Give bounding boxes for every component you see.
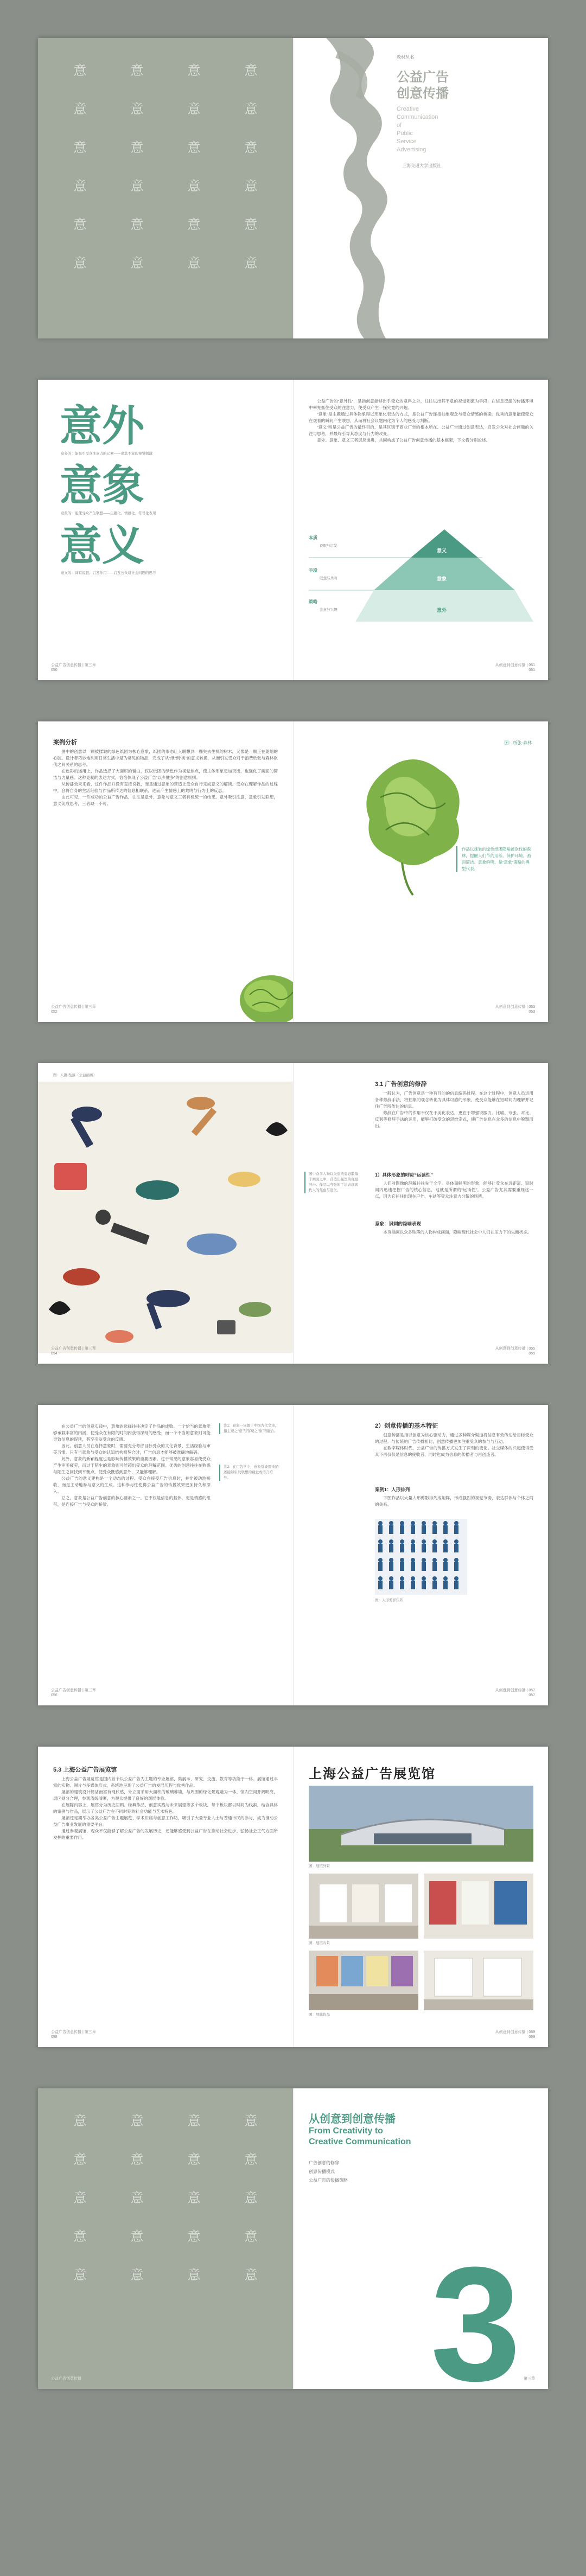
figure-caption-block — [456, 846, 532, 872]
paragraph: 从传播效果来看，这件作品并没有直接说教，而是通过意象的营造让受众自行完成意义的解读。受众在理解作品的过程中，会将自身的生活经验与作品所传达的信息相联系，进而产生情感上的共鸣与行为上的反思。 — [53, 782, 278, 793]
chapter-title-en-2: Creative Communication — [309, 2137, 411, 2146]
body-text — [53, 1776, 278, 1841]
paragraph: 图中的创意以一颗被揉皱的绿色纸团为核心意象，纸团的形态让人联想到一棵失去生机的树木，又像是一颗正在萎缩的心脏。设计者巧妙地利用日常生活中最为常见的物品，完成了从“纸”到“树”的意义转换，从而引发受众对于浪费纸张与森林砍伐之间关系的思考。 — [53, 749, 278, 767]
page-051 — [293, 380, 548, 680]
calligraphy-title: 上海公益广告展览馆 — [309, 1766, 436, 1781]
cover-back — [38, 38, 293, 338]
cover-spread — [38, 38, 548, 338]
folio-right: 从创意到创意传播 | 057 057 — [495, 1689, 535, 1697]
pyramid-tier-1: 意义 — [437, 548, 447, 553]
paragraph: “意象”是主题通过具体物象得以形象化表达的方式，是公益广告连接抽象观念与受众情感的桥梁。优秀的意象能使受众在观看的瞬间产生联想，从而将社会议题内化为个人的感受与判断。 — [309, 412, 533, 423]
pattern-glyph: 意 — [73, 2152, 87, 2167]
pattern-glyph: 意 — [130, 140, 144, 155]
chapter-pattern-page — [38, 2088, 293, 2389]
spread-case-study — [38, 721, 548, 1022]
pattern-glyph: 意 — [73, 2113, 87, 2128]
pattern-glyph: 意 — [130, 2229, 144, 2244]
chapter-toc — [309, 2159, 348, 2185]
body-text — [375, 1432, 533, 1458]
pattern-glyph: 意 — [187, 255, 201, 271]
title-en-line: Creative — [397, 106, 419, 112]
pattern-glyph: 意 — [187, 2190, 201, 2206]
pyramid-diagram — [309, 529, 533, 627]
glyph-pattern — [38, 38, 293, 293]
pattern-glyph: 意 — [73, 2190, 87, 2206]
paragraph: 通过参观展馆，观众不仅能够了解公益广告的发展历史，还能够感受到公益广告在推动社会进步、弘扬社会正气方面所发挥的重要作用。 — [53, 1829, 278, 1840]
green-paper-ball-image — [228, 962, 293, 1022]
toc-item[interactable]: 广告创意的修辞 — [309, 2160, 339, 2165]
paragraph: 在色彩的运用上，作品选择了大面积的留白，仅以纸团的绿色作为视觉焦点，使主体形象更加突出，也强化了画面的简洁与力量感。这种克制的表达方式，恰恰体现了公益广告“以少胜多”的创意原则。 — [53, 769, 278, 780]
pattern-glyph: 意 — [130, 2152, 144, 2167]
subheading-2: 意象：讽刺的隐喻表现 — [375, 1221, 422, 1226]
pattern-glyph: 意 — [244, 63, 258, 78]
pattern-glyph: 意 — [73, 63, 87, 78]
page-054 — [38, 1063, 293, 1364]
side-note-2: 注2：在广告学中，意象常被用来描述能够引发联想的视觉或语言符号。 — [219, 1465, 279, 1481]
chapter-title-cn: 从创意到创意传播 — [309, 2113, 396, 2125]
pattern-glyph: 意 — [187, 217, 201, 232]
sub-text: 下图作品以大量人形剪影排列成矩阵，形成强烈的视觉节奏，表达群体与个体之间的关系。 — [375, 1495, 533, 1507]
big-word-3-caption: 意义的：具有说服、启发作用——启发公众对社会问题的思考 — [61, 571, 156, 575]
pattern-glyph: 意 — [130, 63, 144, 78]
toc-item[interactable]: 公益广告的传播策略 — [309, 2178, 348, 2183]
page-058 — [38, 1747, 293, 2047]
pattern-glyph: 意 — [244, 2113, 258, 2128]
side-note-1: 注1：意象一词源于中国古代文论，指主观之“意”与客观之“象”的融合。 — [219, 1423, 279, 1434]
paragraph: 在数字媒体时代，公益广告的传播方式发生了深刻的变化。社交媒体的兴起使得受众不再仅仅是信息的接收者，同时也成为信息的传播者与再创造者。 — [375, 1446, 533, 1457]
series-label: 教材丛书 — [397, 55, 414, 60]
cover-title-en — [397, 105, 438, 154]
figure-caption-title: 图：纸张·森林 — [504, 740, 532, 745]
paragraph: 此外，意象的新颖程度也是影响传播效果的重要因素。过于常见的意象容易使受众产生审美疲劳，而过于陌生的意象则可能超出受众的理解范围。优秀的创意往往在熟悉与陌生之间找到平衡点，使受众既感到意外，又能够理解。 — [53, 1456, 211, 1474]
exhibition-exterior-photo — [309, 1786, 533, 1862]
pattern-glyph: 意 — [244, 2267, 258, 2283]
pattern-glyph: 意 — [244, 2152, 258, 2167]
spread-rhetoric — [38, 1063, 548, 1364]
paragraph: 意外、意象、意义三者层层递进，共同构成了公益广告创意传播的基本框架，下文将分别论述。 — [317, 438, 491, 443]
paragraph: 一般认为，广告创意是一种有目的的信息编码过程。在这个过程中，创意人员运用各种修辞手法，将抽象的观念转化为具体可感的形象，使受众能够在短时间内理解并记住广告所传达的信息。 — [375, 1091, 533, 1109]
pattern-glyph: 意 — [187, 2267, 201, 2283]
pyramid-label-mid: 手段 — [309, 568, 317, 573]
folio-right: 从创意到创意传播 | 051 051 — [495, 663, 535, 672]
big-word-1-caption: 意外的：能吸引受众注意力的元素——出其不意的视觉刺激 — [61, 452, 152, 456]
big-word-3: 意义 — [60, 521, 145, 569]
pattern-glyph: 意 — [130, 178, 144, 194]
pattern-glyph: 意 — [130, 255, 144, 271]
pattern-glyph: 意 — [187, 2152, 201, 2167]
pattern-glyph: 意 — [73, 2229, 87, 2244]
exhibition-artworks-photo — [309, 1951, 418, 2010]
pattern-glyph: 意 — [73, 217, 87, 232]
big-word-2-caption: 意象的：能使受众产生联想——主题化、情感化、符号化表现 — [61, 512, 156, 515]
pattern-glyph: 意 — [73, 101, 87, 117]
glyph-pattern — [38, 2088, 293, 2305]
paragraph: “意义”则是公益广告的最终目的，是其区别于商业广告的根本所在。公益广告通过创意表达，启发公众对社会问题的关注与思考，并最终引导其态度与行为的改变。 — [309, 425, 533, 436]
publisher-name: 上海交通大学出版社 — [402, 163, 441, 168]
folio-left: 公益广告创意传播 — [51, 2377, 81, 2381]
page-056 — [38, 1405, 293, 1705]
exhibition-hall-photo — [424, 1951, 533, 2010]
body-text — [53, 749, 278, 807]
chapter-number: 3 — [430, 2233, 521, 2389]
figure-caption-2: 图：展馆内景 — [309, 1941, 330, 1945]
pattern-glyph: 意 — [187, 101, 201, 117]
pattern-glyph: 意 — [187, 2229, 201, 2244]
folio-right: 从创意到创意传播 | 059 059 — [495, 2030, 535, 2039]
pattern-glyph: 意 — [73, 178, 87, 194]
paragraph: 展馆的建筑设计简洁而富有现代感，外立面采用大面积的玻璃幕墙，与周围的绿化景观融为一体。馆内空间开阔明亮，展区划分合理，参观流线清晰，为观众提供了良好的观展体验。 — [53, 1789, 278, 1801]
spread-imagery — [38, 1405, 548, 1705]
paragraph: 公益广告的意义建构是一个动态的过程。受众在接受广告信息时，并非被动地接收，而是主动地参与意义的生成。这种参与性使得公益广告的传播效果更加持久和深入。 — [53, 1476, 211, 1494]
page-057 — [293, 1405, 548, 1705]
sub1-text: 人们对图像的理解往往先于文字。具体而鲜明的形象，能够让受众在远距离、短时间内迅速把握广告的核心信息，这就是所谓的“远读性”。公益广告尤其需要重视这一点，因为它往往出现在户外、车站等受众注意力分散的场所。 — [375, 1181, 533, 1199]
pattern-glyph: 意 — [244, 217, 258, 232]
folio-left: 公益广告创意传播 | 第三章 054 — [51, 1347, 96, 1356]
pattern-glyph: 意 — [244, 140, 258, 155]
pattern-glyph: 意 — [187, 178, 201, 194]
paragraph: 修辞在广告中的作用不仅在于美化表达，更在于增强说服力。比喻、夸张、对比、反讽等修辞手法的运用，能够打破受众的思维定式，使广告信息在众多的信息中脱颖而出。 — [375, 1110, 533, 1128]
pattern-glyph: 意 — [244, 255, 258, 271]
exhibition-interior-photo — [309, 1874, 418, 1939]
pattern-glyph: 意 — [73, 2267, 87, 2283]
paragraph: 因此，创意人员在选择意象时，需要充分考虑目标受众的文化背景、生活经验与审美习惯。只有当意象与受众的认知结构相契合时，广告信息才能够被准确地解码。 — [53, 1443, 211, 1455]
cover-title-2: 创意传播 — [397, 86, 449, 101]
pattern-glyph: 意 — [244, 2190, 258, 2206]
folio-left: 公益广告创意传播 | 第三章 050 — [51, 663, 96, 672]
pattern-glyph: 意 — [130, 101, 144, 117]
spread-exhibition — [38, 1747, 548, 2047]
pattern-glyph: 意 — [130, 2190, 144, 2206]
paragraph: 在公益广告的创意实践中，意象的选择往往决定了作品的成败。一个恰当的意象能够承载丰富的内涵，使受众在有限的时间内获得深刻的感受；而一个不当的意象则可能导致信息的误读，甚至引发受众的反感。 — [53, 1424, 211, 1442]
toc-item[interactable]: 创意传播模式 — [309, 2169, 335, 2174]
paragraph: 创意传播是指以创意为核心驱动力，通过多种媒介渠道将信息有效传达给目标受众的过程。与传统的广告传播相比，创意传播更加注重受众的参与与互动。 — [375, 1433, 533, 1444]
big-word-1: 意外 — [60, 402, 145, 450]
folio-left: 公益广告创意传播 | 第三章 058 — [51, 2030, 96, 2039]
pattern-glyph: 意 — [73, 255, 87, 271]
pyramid-tier-3: 意外 — [437, 608, 447, 613]
body-text — [53, 1423, 211, 1508]
figure-caption: 作品以揉皱的绿色纸团隐喻被砍伐的森林，提醒人们节约用纸、保护环境。画面简洁、意象鲜明，是“意象”策略的典型代表。 — [462, 847, 531, 871]
body-text — [309, 398, 533, 444]
cover-front — [293, 38, 548, 338]
page-053 — [293, 721, 548, 1022]
sub2-text: 本页插画以众多坠落的人物构成画面，隐喻现代社会中人们在压力下的失衡状态。 — [383, 1230, 532, 1235]
paragraph: 由此可见，一件成功的公益广告作品，往往是意外、意象与意义三者有机统一的结果。意外吸引注意，意象引发联想，意义促成思考，三者缺一不可。 — [53, 795, 278, 806]
pattern-glyph: 意 — [244, 2229, 258, 2244]
pattern-glyph: 意 — [244, 178, 258, 194]
crumpled-green-paper-image — [353, 749, 473, 900]
title-en-line: of — [397, 122, 402, 129]
figure-caption-3: 图：展陈作品 — [309, 2013, 330, 2017]
chapter-title-page — [293, 2088, 548, 2389]
page-055 — [293, 1063, 548, 1364]
folio-right: 从创意到创意传播 | 053 053 — [495, 1005, 535, 1014]
pattern-glyph: 意 — [130, 2267, 144, 2283]
subheading-1: 1）具体形象的呼应“远读性” — [375, 1172, 433, 1178]
title-en-line: Communication — [397, 114, 438, 120]
cover-title-1: 公益广告 — [397, 70, 449, 85]
subheading: 案例1：人形排列 — [375, 1487, 410, 1492]
big-word-2: 意象 — [60, 462, 145, 509]
figure-caption: 图：人形剪影矩阵 — [375, 1599, 403, 1602]
section-title: 2）创意传播的基本特征 — [375, 1423, 438, 1429]
exhibition-gallery-photo — [424, 1874, 533, 1939]
pyramid-svg — [309, 529, 533, 627]
pyramid-desc-2: 联想与共鸣 — [320, 577, 337, 580]
section-title: 5.3 上海公益广告展览馆 — [53, 1767, 117, 1773]
pattern-glyph: 意 — [244, 101, 258, 117]
title-en-line: Service — [397, 138, 417, 145]
pattern-glyph: 意 — [187, 140, 201, 155]
paragraph: 总之，意象是公益广告创意的核心要素之一。它不仅是信息的载体，更是情感的纽带，是连接广告与受众的桥梁。 — [53, 1495, 211, 1507]
title-en-line: Public — [397, 130, 413, 137]
pyramid-desc-1: 说服与启发 — [320, 544, 337, 548]
folio-left: 公益广告创意传播 | 第三章 052 — [51, 1005, 96, 1014]
paragraph: 公益广告的“意外性”，是指创意能够出乎受众的意料之外，往往以出其不意的视觉刺激为手段，在信息泛滥的传播环境中率先抓住受众的注意力，使受众产生一探究竟的兴趣。 — [309, 399, 533, 410]
paragraph: 在展陈内容上，展馆分为历史回顾、经典作品、创意实践与未来展望等多个板块。每个板块都以时间为线索，结合具体的案例与作品，展示了公益广告在不同时期的社会功能与艺术特色。 — [53, 1802, 278, 1814]
folio-right: 第三章 — [524, 2377, 535, 2381]
figure-caption: 图：人群·坠落（公益插画） — [53, 1073, 97, 1077]
chapter-title-en-1: From Creativity to — [309, 2126, 383, 2136]
section-heading: 案例分析 — [53, 739, 77, 746]
falling-people-illustration — [38, 1082, 293, 1353]
pyramid-label-top: 本质 — [309, 535, 317, 540]
spread-three-words — [38, 380, 548, 680]
title-en-line: Advertising — [397, 146, 426, 153]
folio-left: 公益广告创意传播 | 第三章 056 — [51, 1689, 96, 1697]
pyramid-tier-2: 意象 — [437, 576, 447, 581]
page-050 — [38, 380, 293, 680]
pattern-glyph: 意 — [187, 63, 201, 78]
folio-right: 从创意到创意传播 | 055 055 — [495, 1347, 535, 1356]
pyramid-label-bottom: 策略 — [309, 599, 317, 604]
pattern-glyph: 意 — [130, 2113, 144, 2128]
chapter-opener-spread — [38, 2088, 548, 2389]
paragraph: 上海公益广告展览馆是国内首个以公益广告为主题的专业展馆，集展示、研究、交流、教育等功能于一体。展馆通过丰富的实物、图片与多媒体形式，系统地呈现了公益广告的发展历程与优秀作品。 — [53, 1776, 278, 1788]
silhouette-matrix-image — [375, 1519, 467, 1595]
page-059 — [293, 1747, 548, 2047]
page-052 — [38, 721, 293, 1022]
paragraph: 展馆还定期举办各类公益广告主题展览、学术讲座与创意工作坊，吸引了大量专业人士与普通市民的参与，成为推动公益广告事业发展的重要平台。 — [53, 1816, 278, 1827]
pattern-glyph: 意 — [73, 140, 87, 155]
figure-caption-1: 图：展馆外景 — [309, 1864, 330, 1868]
body-text — [375, 1090, 533, 1129]
pattern-glyph: 意 — [130, 217, 144, 232]
side-caption: 图中众多人物以失重的姿态散落于画面之中，营造出强烈的视觉冲击。作品以夸张的手法表现现代人的焦虑与迷失。 — [304, 1172, 359, 1193]
pattern-glyph: 意 — [187, 2113, 201, 2128]
section-title: 3.1 广告创意的修辞 — [375, 1081, 427, 1088]
pyramid-desc-3: 注意与兴趣 — [320, 608, 337, 612]
